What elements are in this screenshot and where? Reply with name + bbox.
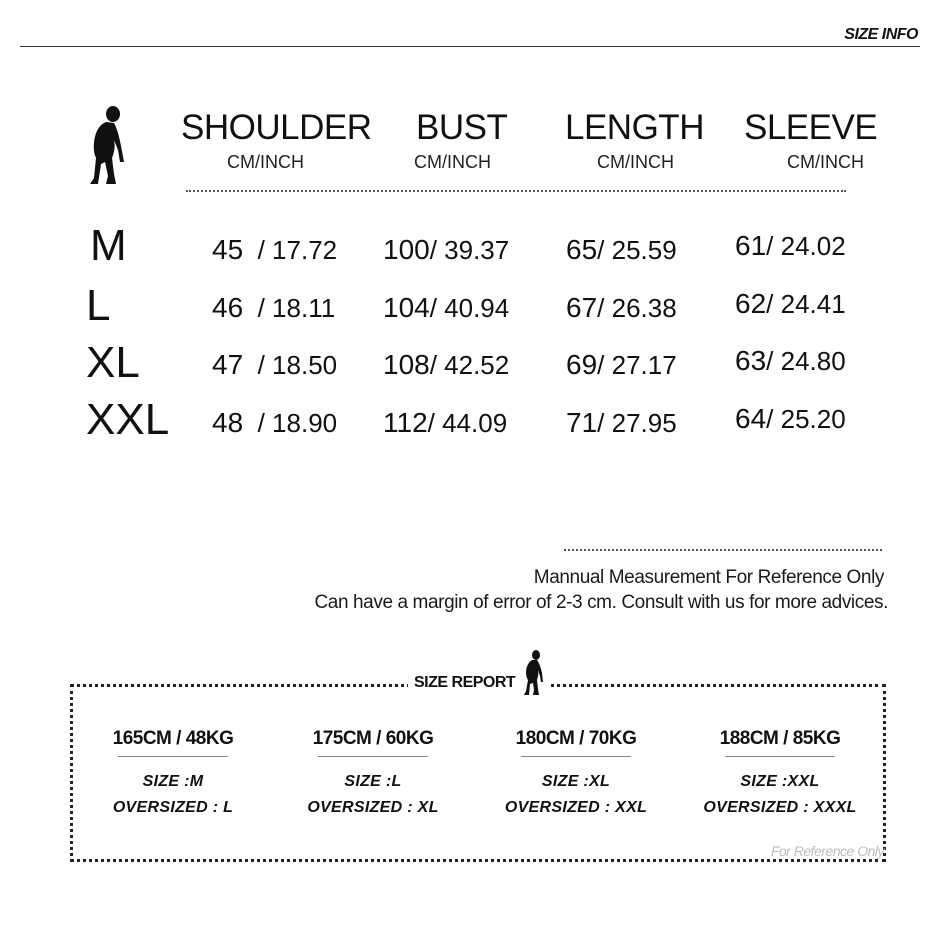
size-report-item <box>278 728 468 821</box>
table-cell: 45 / 17.72 <box>212 234 338 265</box>
column-header-shoulder: SHOULDER <box>181 108 372 147</box>
item-divider <box>521 756 631 757</box>
size-report-header <box>408 668 551 698</box>
column-unit-shoulder: CM/INCH <box>227 152 304 172</box>
recommended-size: SIZE :XL <box>541 773 611 790</box>
table-cell: 48 / 18.90 <box>212 407 338 438</box>
size-label-xxl: XXL <box>86 395 170 444</box>
body-measurement: 180CM / 70KG <box>515 728 637 749</box>
recommended-size: SIZE :M <box>142 773 204 790</box>
table-cell: 64/ 25.20 <box>735 403 846 434</box>
table-cell: 71/ 27.95 <box>566 407 677 438</box>
header-title: SIZE INFO <box>844 26 918 43</box>
margin-note: Can have a margin of error of 2-3 cm. Consult with us for more advices. <box>314 592 888 613</box>
size-report-item <box>78 728 268 821</box>
table-cell: 65/ 25.59 <box>566 234 677 265</box>
table-cell: 112/ 44.09 <box>383 407 508 438</box>
oversized-size: OVERSIZED : XXXL <box>703 799 857 816</box>
size-label-xl: XL <box>86 338 140 387</box>
column-unit-bust: CM/INCH <box>414 152 491 172</box>
notes-dotted-rule <box>564 549 882 551</box>
table-cell: 108/ 42.52 <box>383 349 510 380</box>
human-figure-icon <box>521 649 545 697</box>
item-divider <box>725 756 835 757</box>
body-measurement: 188CM / 85KG <box>719 728 841 749</box>
oversized-size: OVERSIZED : XL <box>307 799 439 816</box>
table-cell: 100/ 39.37 <box>383 234 510 265</box>
body-measurement: 175CM / 60KG <box>312 728 434 749</box>
table-cell: 104/ 40.94 <box>383 292 510 323</box>
size-label-l: L <box>86 281 111 330</box>
human-figure-icon <box>84 104 128 188</box>
table-cell: 61/ 24.02 <box>735 230 846 261</box>
table-cell: 69/ 27.17 <box>566 349 677 380</box>
table-cell: 67/ 26.38 <box>566 292 677 323</box>
recommended-size: SIZE :XXL <box>740 773 820 790</box>
column-header-length: LENGTH <box>565 108 704 147</box>
oversized-size: OVERSIZED : XXL <box>504 799 648 816</box>
size-report-item <box>685 728 875 821</box>
oversized-size: OVERSIZED : L <box>112 799 234 816</box>
header-dotted-rule <box>186 190 846 192</box>
table-cell: 47 / 18.50 <box>212 349 338 380</box>
item-divider <box>118 756 228 757</box>
table-cell: 62/ 24.41 <box>735 288 846 319</box>
body-measurement: 165CM / 48KG <box>112 728 234 749</box>
table-cell: 46 / 18.11 <box>212 292 336 323</box>
size-label-m: M <box>90 221 127 270</box>
header-divider <box>20 46 920 47</box>
measurement-note: Mannual Measurement For Reference Only <box>533 567 884 588</box>
item-divider <box>318 756 428 757</box>
column-unit-sleeve: CM/INCH <box>787 152 864 172</box>
recommended-size: SIZE :L <box>344 773 402 790</box>
size-report-title: SIZE REPORT <box>414 674 516 691</box>
column-header-bust: BUST <box>416 108 508 147</box>
size-report-item <box>481 728 671 821</box>
table-cell: 63/ 24.80 <box>735 345 846 376</box>
column-unit-length: CM/INCH <box>597 152 674 172</box>
column-header-sleeve: SLEEVE <box>744 108 878 147</box>
reference-footnote: For Reference Only <box>770 843 884 859</box>
